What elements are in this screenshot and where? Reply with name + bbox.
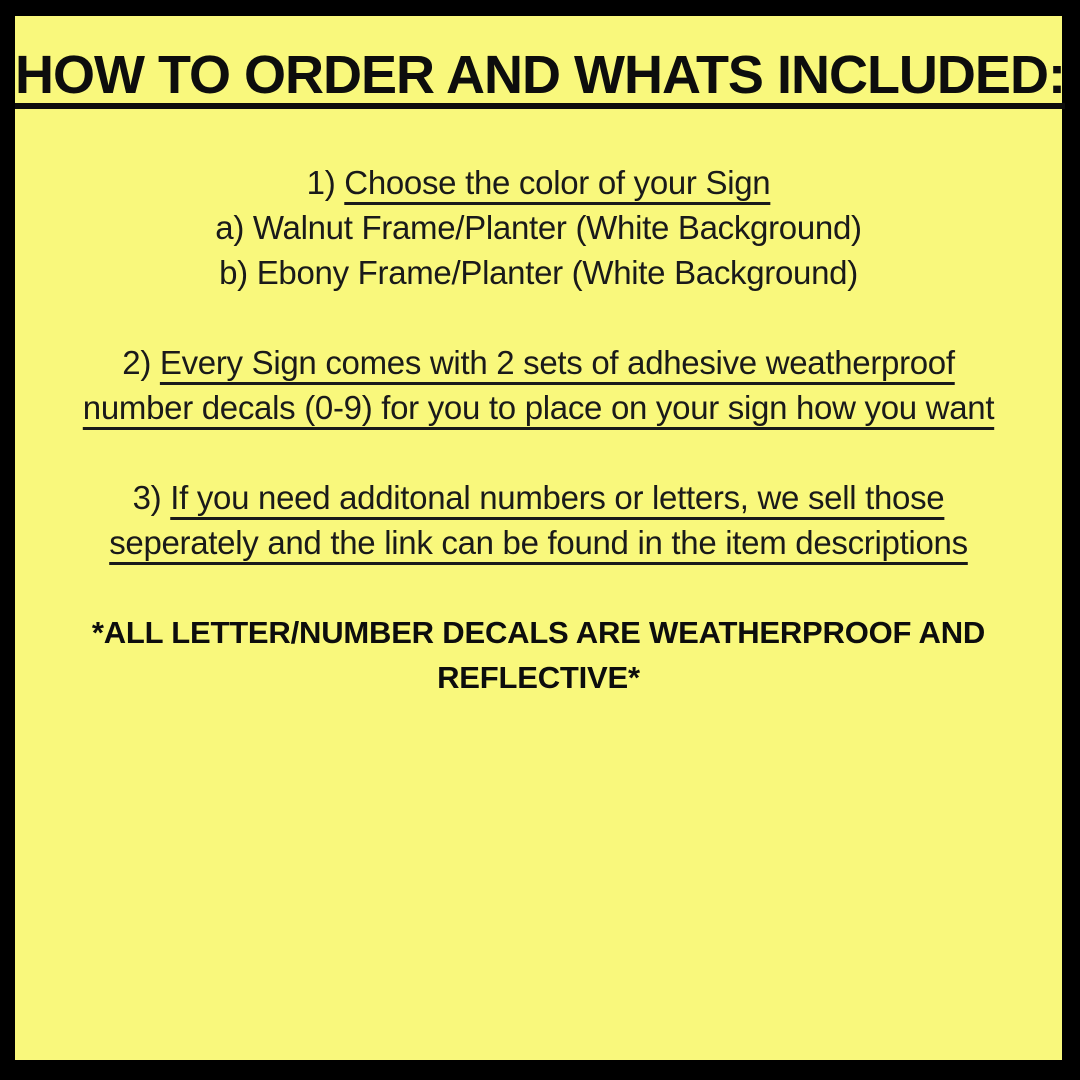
note-line-1: *ALL LETTER/NUMBER DECALS ARE WEATHERPROOF AND bbox=[91, 615, 986, 650]
step-3 bbox=[15, 475, 1062, 565]
step-2-line-2 bbox=[15, 385, 1062, 430]
step-3-line-2 bbox=[15, 520, 1062, 565]
step-2-text-1: Every Sign comes with 2 sets of adhesive weatherproof bbox=[159, 344, 955, 381]
step-2-text-2: number decals (0-9) for you to place on your sign how you want bbox=[82, 389, 995, 426]
step-1-heading: Choose the color of your Sign bbox=[344, 164, 771, 201]
page-title: HOW TO ORDER AND WHATS INCLUDED: bbox=[15, 45, 1065, 105]
step-2-number: 2) bbox=[122, 344, 152, 381]
note-line-2: REFLECTIVE* bbox=[437, 660, 640, 695]
step-3-text-2: seperately and the link can be found in the item descriptions bbox=[109, 524, 968, 561]
step-3-number: 3) bbox=[132, 479, 162, 516]
step-1-option-a: a) Walnut Frame/Planter (White Background) bbox=[215, 209, 862, 246]
yellow-panel bbox=[15, 16, 1065, 1060]
weatherproof-note bbox=[15, 610, 1062, 700]
step-2 bbox=[15, 340, 1062, 430]
step-1-option-b: b) Ebony Frame/Planter (White Background) bbox=[219, 254, 858, 291]
step-1 bbox=[15, 160, 1062, 295]
step-3-text-1: If you need additonal numbers or letters, we sell those bbox=[170, 479, 945, 516]
step-1-number: 1) bbox=[306, 164, 336, 201]
step-1-heading-line bbox=[15, 160, 1062, 205]
step-3-line-1 bbox=[15, 475, 1062, 520]
step-2-line-1 bbox=[15, 340, 1062, 385]
